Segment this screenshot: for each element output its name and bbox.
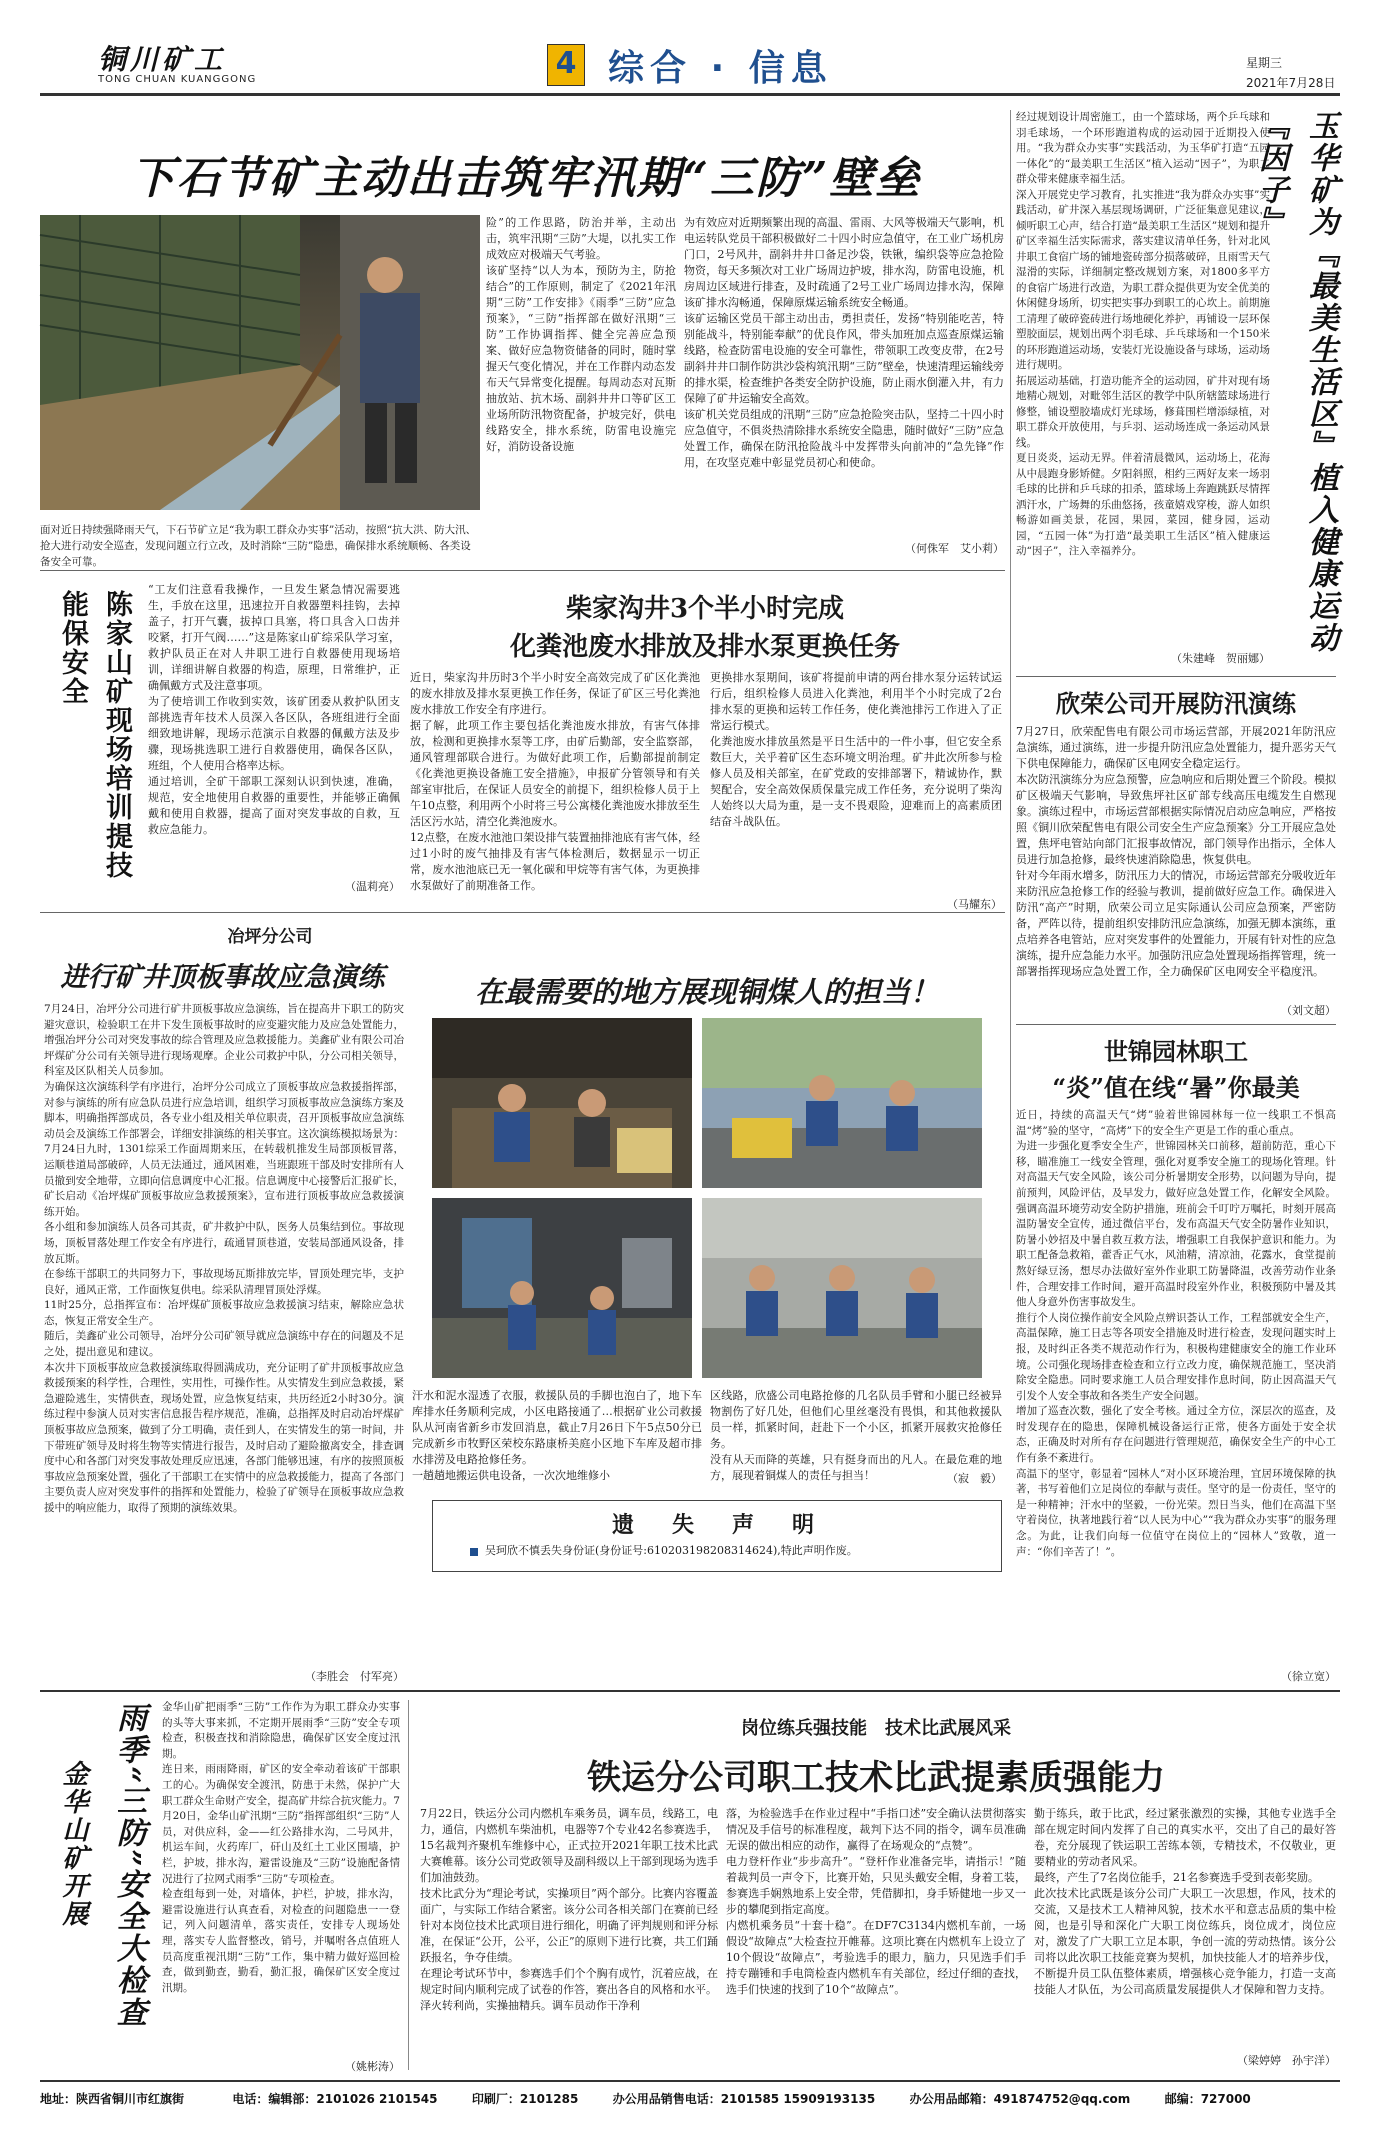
shijinyuan-body: 近日，持续的高温天气“烤”验着世锦园林每一位一线职工不惧高温“烤”验的坚守，“高烤”下的安全生产更是工作的重心重点。 为进一步强化夏季安全生产，世锦园林关口前移，超前防范，重心下移，瞄准施工一线安全管理，强化对夏季安全施工的现场化管理。针对高温天气安全风险，该公司分析暑期安全形势，以问题为导向，提前预判，风险评估，及早发力，做好应急处置工作，化解安全风险。强调高温环境劳动安全防护措施，班前会千叮咛万嘱托，时刻开展高温防暑安全宣传，通过微信平台，发布高温天气安全防暑作业知识，防暑小妙招及中暑自救互救方法，增强职工自我保护意识和能力。为职工配备急救箱，藿香正气水，风油精，清凉油，花露水，食堂提前熬好绿豆汤，想尽办法做好室外作业职工防暑降温，改善劳动作业条件，合理安排工作时间，避开高温时段室外作业，积极预防中暑及其他人身意外伤害事故发生。 推行个人岗位操作前安全风险点辨识荟认工作，工程部就安全生产，高温保障，施工日志等各项安全措施及时进行检查，发现问题实时上报，及时纠正各类不规范动作行为，积极构建健康安全的施工作业环境。公司强化现场排查检查和立行立改力度，确保规范施工，坚决消除安全隐患。同时要求施工人员合理安排作息时间，防止因高温天气引发个人安全事故和各类生产安全问题。 增加了巡查次数，强化了安全考核。通过全方位，深层次的巡查，及时发现存在的隐患，保障机械设备运行正常，使各方面处于安全状态，正确及时对所有存在问题进行管理规范，确保安全生产的中心工作有条不紊进行。 高温下的坚守，彰显着“园林人”对小区环境治理，宜居环境保障的执著，书写着他们立足岗位的奉献与责任。坚守的是一份责任，坚守的是一种精神；汗水中的坚毅，一份光荣。烈日当头，他们在高温下坚守着岗位，执著地践行着“以人民为中心”“我为群众办实事”的服务理念。为此，让我们向每一位值守在岗位上的“园林人”致敬，道一声：“你们辛苦了！”。 bbox=[1016, 1109, 1336, 1558]
section-rule-3 bbox=[40, 912, 1005, 913]
issue-date: 2021年7月28日 bbox=[1246, 76, 1336, 90]
lost-notice-title: 遗 失 声 明 bbox=[611, 1512, 822, 1538]
chaijiagou-col2: 更换排水泵期间，该矿将提前申请的两台排水泵分运转试运行后，组织检修人员进入化粪池，利用半个小时完成了2台排水泵的更换和运转工作任务，使化粪池排污工作进入了正常运行模式。 化粪池废水排放虽然是平日生活中的一件小事，但它安全系数巨大，关乎着矿区生态环境文明治理。矿井此次所参与检修人员及相关部室，在矿党政的安排部署下，精诚协作，默契配合，安全高效保质保量完成工作任务，充分说明了柴沟人始终以大局为重，是一支不畏艰险，迎难而上的高素质团结奋斗战队伍。 bbox=[710, 671, 1002, 828]
masthead-rule bbox=[40, 93, 1340, 96]
lost-notice-bullet bbox=[470, 1548, 478, 1556]
yechuan-byline: （李胜会 付军亮） bbox=[305, 1670, 404, 1683]
masthead bbox=[0, 0, 1379, 92]
section-rule-5 bbox=[40, 1690, 1340, 1692]
photo-feature-col2: 区线路，欣盛公司电路抢修的几名队员手臂和小腿已经被异物割伤了好几处，但他们心里丝毫没有畏惧，和其他救援队员一样，抓紧时间，赶赴下一个小区，抓紧开展救灾抢修任务。 没有从天而降的英雄，只有挺身而出的凡人。在最危难的地方，展现着铜煤人的责任与担当！ bbox=[710, 1389, 1002, 1482]
footer-email: 办公用品邮箱：491874752@qq.com bbox=[909, 2092, 1131, 2106]
footer-printing: 印刷厂：2101285 bbox=[471, 2092, 579, 2106]
chaijiagou-headline-2: 化粪池废水排放及排水泵更换任务 bbox=[509, 632, 900, 662]
feature-photo-2 bbox=[702, 1018, 982, 1188]
tieyun-col2: 落，为检验选手在作业过程中“手指口述”安全确认法贯彻落实情况及手信号的标准程度，裁判下达不同的指令，调车员准确无误的做出相应的动作，赢得了在场观众的“点赞”。 电力登杆作业“步步高升”。“登杆作业准备完毕，请指示！”随着裁判员一声令下，比赛开始，只见头戴安全帽，身着工装，参赛选手娴熟地系上安全带，凭借脚扣，身手矫健地一步又一步的攀爬到指定高度。 内燃机乘务员“十套十稳”。在DF7C3134内燃机车前，一场假设“故障点”大检查拉开帷幕。这项比赛在内燃机车上设立了10个假设“故障点”，考验选手的眼力，脑力，只见选手们手持专蹦锤和手电筒检查内燃机车有关部位，经过仔细的查找，选手们快速的找到了10个“故障点”。 bbox=[726, 1807, 1026, 1996]
footer-rule bbox=[40, 2080, 1340, 2082]
chenjiashan-headline: 陈家山矿现场培训提技能保安全 bbox=[57, 590, 132, 880]
tieyun-headline: 铁运分公司职工技术比武提素质强能力 bbox=[587, 1758, 1165, 1798]
jinhuashan-byline: （姚彬涛） bbox=[345, 2060, 400, 2073]
chaijiagou-headline-1: 柴家沟井3个半小时完成 bbox=[565, 594, 845, 624]
lead-col2: 为有效应对近期频繁出现的高温、雷雨、大风等极端天气影响，机电运转队党员干部积极做好二十四小时应急值守，在工业广场机房门口，2号风井，副斜井井口备足沙袋，铁锹，编织袋等应急抢险物资，每天多频次对工业广场周边护坡，排水沟，防雷电设施，机房周边区域进行排查，及时疏通了2号工业广场周边排水沟，保障该矿排水沟畅通，保障原煤运输系统安全畅通。 该矿运输区党员干部主动出击，勇担责任，发扬“特别能吃苦，特别能战斗，特别能奉献”的优良作风，带头加班加点巡查原煤运输线路，检查防雷电设施的安全可靠性，带领职工改变皮带，在2号副斜井井口制作防洪沙袋构筑汛期“三防”壁垒，快速清理运输线旁的排水渠，检查维护各类安全防护设施，防止雨水倒灌入井，有力保障了矿井运输安全高效。 该矿机关党员组成的汛期“三防”应急抢险突击队，坚持二十四小时应急值守，不俱炎热清除排水系统安全隐患，随时做好“三防”应急处置工作，确保在防汛抢险战斗中发挥带头向前冲的“急先锋”作用，在攻坚克难中彰显党员初心和使命。 bbox=[684, 216, 1004, 469]
feature-photo-3 bbox=[432, 1198, 692, 1378]
lead-photo-image bbox=[40, 215, 480, 510]
footer-address: 陕西省铜川市红旗街 bbox=[76, 2092, 185, 2106]
footer-office: 办公用品销售电话：2101585 15909193135 bbox=[612, 2092, 876, 2106]
rescue-photo-image-1 bbox=[432, 1018, 692, 1188]
xinrong-headline: 欣荣公司开展防汛演练 bbox=[1056, 689, 1296, 718]
yuhua-headline: 玉华矿为『最美生活区』植入健康运动『因子』 bbox=[1253, 110, 1338, 654]
lost-notice-body: 吴珂欣不慎丢失身份证(身份证号:610203198208314624),特此声明作废。 bbox=[485, 1544, 858, 1557]
chenjiashan-byline: （温莉亮） bbox=[345, 880, 400, 893]
photo-feature-headline: 在最需要的地方展现铜煤人的担当！ bbox=[474, 975, 939, 1009]
yuhua-body: 经过规划设计周密施工，由一个篮球场，两个乒乓球和羽毛球场，一个环形跑道构成的运动园于近期投入使用。“我为群众办实事”实践活动，为玉华矿打造“五园一体化”的“最美职工生活区”植入运动“因子”，为职工群众带来健康幸福生活。 深入开展党史学习教育，扎实推进“我为群众办实事”实践活动，矿井深入基层现场调研，广泛征集意见建议，倾听职工心声，结合打造“最美职工生活区”规划和提升矿区幸福生活实际需求，落实建议清单任务，针对北风井职工食宿广场的铺地瓷砖部分损落破碎，且雨雪天气湿滑的实际，详细制定整改规划方案，对1800多平方的食宿广场进行改造，为职工群众提供更为安全优美的休闲健身场所，切实把实事办到职工的心坎上。前期施工清理了破碎瓷砖进行场地硬化养护，再铺设一层环保塑胶面层，规划出两个羽毛球、乒乓球场和一个150米的环形跑道运动场，安装灯光设施设备与球场，运动场进行规明。 拓展运动基础，打造功能齐全的运动园，矿井对现有场地精心规划，对毗邻生活区的教学中队所辖篮球场进行修整，铺设塑胶墙成灯光球场，修葺围栏增添绿植，对职工群众开放使用，与乒羽、运动场连成一条运动风景线。 夏日炎炎，运动无界。伴着清晨微风，运动场上，花海从中晨跑身影矫健。夕阳斜照，相约三两好友来一场羽毛球的比拼和乒乓球的扣杀，篮球场上奔跑跳跃尽情挥洒汗水，广场舞的乐曲悠扬，孩童嬉戏穿梭，游人如织畅游如画美景，花园，果园，菜园，健身园，运动园，“五园一体”为打造“最美职工生活区”植入健康运动“因子”，注入幸福养分。 bbox=[1016, 111, 1270, 557]
feature-photo-1 bbox=[432, 1018, 692, 1188]
photo-feature-byline: （寂 毅） bbox=[947, 1472, 1002, 1485]
section-rule-4 bbox=[1016, 1024, 1336, 1025]
column-divider-right bbox=[1010, 110, 1011, 1290]
lead-headline: 下石节矿主动出击筑牢汛期“三防”壁垒 bbox=[130, 153, 922, 204]
page-number: 4 bbox=[555, 46, 577, 81]
weekday: 星期三 bbox=[1246, 56, 1283, 70]
chenjiashan-body: “工友们注意看我操作，一旦发生紧急情况需要逃生，手放在这里，迅速拉开自救器塑料挂钩，去掉盖子，打开气囊，拔掉口具塞，将口具含入口齿并咬紧，打开气阀……”这是陈家山矿综采队学习室，救护队员正在对人井职工进行自救器使用现场培训，详细讲解自救器的构造，原理，日常维护，正确佩戴方式及注意事项。 为了使培训工作收到实效，该矿团委从救护队团支部挑选青年技术人员深入各区队，各班组进行全面细致地讲解，现场示范演示自救器的佩戴方法及步骤，现场挑选职工进行自救器使用，确保各区队，班组，个人使用合格率达标。 通过培训，全矿干部职工深刻认识到快速，准确，规范，安全地使用自救器的重要性，并能够正确佩戴和使用自救器，提高了面对突发事故的自救，互救应急能力。 bbox=[148, 583, 400, 836]
paper-name-pinyin: TONG CHUAN KUANGGONG bbox=[98, 74, 257, 85]
section-rule-1 bbox=[40, 570, 1005, 571]
shijinyuan-headline-1: 世锦园林职工 bbox=[1104, 1037, 1248, 1066]
section-title: 综合 · 信息 bbox=[608, 48, 833, 89]
lead-byline: （何侏军 艾小莉） bbox=[905, 542, 1004, 555]
jinhuashan-body: 金华山矿把雨季“三防”工作作为为职工群众办实事的头等大事来抓，不定期开展雨季“三防”安全专项检查，积极查找和消除隐患，确保矿区安全度过汛期。 连日来，雨雨降雨，矿区的安全牵动着该矿干部职工的心。为确保安全渡汛，防患于未然，保护广大职工群众生命财产安全，提高矿井综合抗灾能力。7月20日，金华山矿汛期“三防”指挥部组织“三防”人员，对供应科，金——红公路排水沟，二号风井，机运车间，火药库厂，矸山及红土工业区围墙，护栏，护坡，排水沟，避雷设施及“三防”设施配备情况进行了拉网式雨季“三防”专项检查。 检查组每到一处，对墙体，护栏，护坡，排水沟，避雷设施进行认真查看，对检查的问题隐患一一登记，列入问题清单，落实责任，安排专人现场处理，落实专人监督整改，销号，并嘱咐各点值班人员高度重视汛期“三防”工作，集中精力做好巡回检查，做到勤查，勤看，勤汇报，确保矿区安全度过汛期。 bbox=[162, 1701, 400, 1994]
xinrong-byline: （刘文超） bbox=[1281, 1004, 1336, 1017]
tieyun-divider bbox=[408, 1700, 409, 2070]
shijinyuan-byline: （徐立宽） bbox=[1281, 1670, 1336, 1683]
xinrong-body: 7月27日，欣荣配售电有限公司市场运营部，开展2021年防汛应急演练，通过演练，进一步提升防汛应急处置能力，提升恶劣天气下供电保障能力，确保矿区电网安全稳定运行。 本次防汛演练分为应急预警，应急响应和后期处置三个阶段。模拟矿区极端天气影响，导致焦坪社区矿部专线高压电缆发生自燃现象。演练过程中，市场运营部根据实际情况启动应急响应，严格按照《铜川欣荣配售电有限公司安全生产应急预案》分工开展应急处置，焦坪电管站向部门汇报事故情况，部门领导作出指示，全体人员进行加急抢修，最终快速消除隐患，恢复供电。 针对今年雨水增多，防汛压力大的情况，市场运营部充分吸收近年来防汛应急抢修工作的经验与教训，提前做好应急工作。确保进入防汛“高产”时期，欣荣公司立足实际通认公司应急预案，严密防备，严阵以待，提前组织安排防汛应急演练，加强无脚本演练，重点培养各电管站，应对突发事件的处置能力，开展有针对性的应急演练，提升应急能力水平。加强防汛应急处置现场指挥管理，统一部署指挥现场应急处置工作，全力确保矿区电网安全平稳度汛。 bbox=[1016, 725, 1336, 978]
yechuan-body: 7月24日，冶坪分公司进行矿井顶板事故应急演练，旨在提高井下职工的防灾避灾意识，检验职工在井下发生顶板事故时的应变避灾能力及应急处置能力，增强冶坪分公司对突发事故的综合管理及应急救援能力。美鑫矿业有限公司冶坪煤矿分公司有关领导进行现场观摩。企业公司救护中队，分公司相关领导，科室及区队相关人员参加。 为确保这次演练科学有序进行，冶坪分公司成立了顶板事故应急救援指挥部，对参与演练的所有应急队员进行应急培训，组织学习顶板事故应急演练方案及脚本，明确指挥部成员，各专业小组及相关单位职责，召开顶板事故应急演练动员会及演练工作部署会，详细安排演练的相关事宜。这次演练模拟场景为：7月24日九时，1301综采工作面周期来压，在转载机推发生局部顶板冒落，运顺巷道局部破碎，人员无法通过，通风困难，当班跟班干部及时安排所有人员撤到安全地带，立即向信息调度中心汇报。信息调度中心接警后汇报矿长，矿长启动《冶坪煤矿顶板事故应急救援预案》，宣布进行顶板事故应急救援演练开始。 各小组和参加演练人员各司其责，矿井救护中队，医务人员集结到位。事故现场，顶板冒落处理工作安全有序进行，疏通冒顶巷道，安装局部通风设备，排放瓦斯。 在参练干部职工的共同努力下，事故现场瓦斯排放完毕，冒顶处理完毕，支护良好，通风正常，工作面恢复供电。综采队清理冒顶处浮煤。 11时25分，总指挥宣布：冶坪煤矿顶板事故应急救援演习结束，解除应急状态，恢复正常安全生产。 随后，美鑫矿业公司领导，冶坪分公司矿领导就应急演练中存在的问题及不足之处，提出意见和建议。 本次井下顶板事故应急救援演练取得圆满成功，充分证明了矿井顶板事故应急救援预案的科学性，合理性，实用性，可操作性。从实情发生到应急救援，紧急避险逃生，实情供查，现场处置，应急恢复结束，共历经近2小时30分。演练过程中参演人员对实害信息报告程序规范，准确，总指挥及时启动冶坪煤矿顶板事故应急预案，做到了分工明确，责任到人，在实情发生的第一时间，井下带班矿领导及时将生物等实情进行报告，及时启动了避险撤离安全，排查调度中心和各部门对突发事故处理反应迅速，各部门能够迅速，有序的按照顶板事故应急预案处置，强化了干部职工在实情中的应急救援能力，提高了各部门主要负责人应对突发事件的指挥和处置能力，检验了矿领导在顶板事故应急救援中的响应能力，取得了预期的演练效果。 bbox=[44, 1003, 404, 1514]
tieyun-col1: 7月22日，铁运分公司内燃机车乘务员，调车员，线路工，电力，通信，内燃机车柴油机，电器等7个专业42名参赛选手，15名裁判齐聚机车维修中心，正式拉开2021年职工技术比武大赛帷幕。该分公司党政领导及副科级以上干部到现场为选手们加油鼓劲。 技术比武分为“理论考试，实操项目”两个部分。比赛内容覆盖面广，与实际工作结合紧密。该分公司各相关部门在赛前已经针对本岗位技术比武项目进行细化，明确了评判规则和评分标准，在保证“公开，公平，公正”的原则下进行比赛，共工们踊跃报名，争夺佳绩。 在理论考试环节中，参赛选手们个个胸有成竹，沉着应战，在规定时间内顺利完成了试卷的作答，赛出各自的风格和水平。 泽火转利尚，实操抽精兵。调车员动作干净利 bbox=[420, 1807, 718, 2012]
photo-feature-col1: 汗水和泥水湿透了衣服，救援队员的手脚也泡白了，地下车库排水任务顺利完成，小区电路接通了…根据矿业公司救援队从河南省新乡市发回消息，截止7月26日下午5点50分已完成新乡市牧野区荣校东路康桥美庭小区地下车库及超市排水排涝及电路抢修任务。 一趟趟地搬运供电设备，一次次地维修小 bbox=[412, 1389, 702, 1482]
jinhuashan-side-title: 金华山矿开展 bbox=[58, 1760, 88, 1928]
yechuan-kicker: 冶坪分公司 bbox=[227, 927, 313, 947]
yuhua-byline: （朱建峰 贺丽娜） bbox=[1171, 652, 1270, 665]
tieyun-kicker: 岗位练兵强技能 技术比武展风采 bbox=[741, 1718, 1011, 1739]
footer bbox=[40, 2090, 1340, 2116]
lead-photo-caption: 面对近日持续强降雨天气，下石节矿立足“我为职工群众办实事”活动，按照“抗大洪、防大汛、抢大进行动安全巡查，发现问题立行立改，及时消除“三防”隐患，确保排水系统顺畅、各类设备安全可靠。 bbox=[40, 524, 477, 568]
section-rule-2 bbox=[1016, 676, 1336, 677]
feature-photo-4 bbox=[702, 1198, 982, 1378]
chaijiagou-col1: 近日，柴家沟井历时3个半小时安全高效完成了矿区化粪池的废水排放及排水泵更换工作任务，保证了矿区三号化粪池废水排放工作安全有序进行。 据了解，此项工作主要包括化粪池废水排放，有害气体排放，检测和更换排水泵等工序，由矿后勤部，安全监察部，通风管理部联合进行。为做好此项工作，后勤部提前制定《化粪池更换设备施工安全措施》，申报矿分管领导和有关部室审批后，在保证人员安全的前提下，组织检修人员于上午10点整，利用两个小时将三号公寓楼化粪池废水排放至生活区污水站，清空化粪池废水。 12点整，在废水池池口架设排气装置抽排池底有害气体，经过1小时的废气抽排及有害气体检测后，数据显示一切正常，废水池池底已无一氧化碳和甲烷等有害气体，为更换排水泵做好了前期准备工作。 bbox=[410, 671, 700, 892]
jinhuashan-headline: 雨季“三防”安全大检查 bbox=[111, 1702, 146, 2029]
footer-phone-label: 电话： bbox=[232, 2092, 269, 2106]
rescue-photo-image-3 bbox=[432, 1198, 692, 1378]
rescue-photo-image-2 bbox=[702, 1018, 982, 1188]
shijinyuan-headline-2: “炎”值在线“暑”你最美 bbox=[1052, 1073, 1300, 1102]
chaijiagou-byline: （马耀东） bbox=[947, 898, 1002, 911]
tieyun-byline: （梁婷婷 孙宇洋） bbox=[1237, 2054, 1336, 2067]
lead-photo bbox=[40, 215, 480, 510]
tieyun-col3: 勤于练兵，敢于比武，经过紧张激烈的实操，其他专业选手全部在规定时间内发挥了自己的真实水平，交出了自己的最好答卷，充分展现了铁运职工苦练本领，专精技术，不仅敬业，更要精业的劳动者风采。 最终，产生了7名岗位能手，21名参赛选手受到表彰奖励。 此次技术比武既是该分公司广大职工一次思想，作风，技术的交流，又是技术工人精神风貌，技术水平和意志品质的集中检阅，也是引导和深化广大职工岗位练兵，岗位成才，岗位应对，激发了广大职工立足本职，争创一流的劳动热情。该分公司将以此次职工技能竞赛为契机，加快技能人才的培养步伐，不断提升员工队伍整体素质，增强核心竞争能力，打造一支高技能人才队伍，为公司高质量发展提供人才保障和智力支持。 bbox=[1034, 1807, 1336, 1996]
paper-name: 铜川矿工 bbox=[98, 43, 227, 76]
yechuan-headline: 进行矿井顶板事故应急演练 bbox=[60, 962, 385, 993]
lead-col1: 险”的工作思路，防治并举，主动出击，筑牢汛期“三防”大堤，以扎实工作成效应对极端天气考验。 该矿坚持“以人为本，预防为主，防抢结合”的工作原则，制定了《2021年汛期“三防”工作安排》《雨季“三防”应急预案》，“三防”指挥部在做好汛期“三防”工作协调指挥、健全完善应急预案、做好应急物资储备的同时，随时掌握天气变化情况，并在工作群内动态发布天气异常变化提醒。每周动态对瓦斯抽放站、抗木场、副斜井井口等矿区工业场所防汛物资配备，护坡完好，供电线路安全，排水系统，防雷电设施完好，消防设备设施 bbox=[486, 216, 676, 453]
footer-postcode: 邮编：727000 bbox=[1164, 2092, 1251, 2106]
rescue-photo-image-4 bbox=[702, 1198, 982, 1378]
footer-address-label: 地址： bbox=[40, 2092, 77, 2106]
footer-phones: 编辑部：2101026 2101545 bbox=[268, 2092, 438, 2106]
